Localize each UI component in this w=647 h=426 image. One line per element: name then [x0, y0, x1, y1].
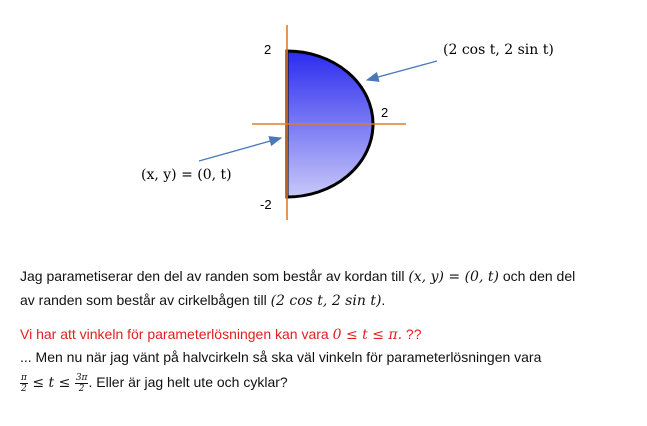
arc-pointer-arrow [367, 61, 437, 80]
fraction-3pi-over-2 [75, 373, 89, 394]
para1-line2-text-b: . [381, 292, 386, 308]
frac1-denominator: 2 [21, 383, 27, 394]
question-red-text-a: Vi har att vinkeln för parameterlösningen kan vara [20, 326, 333, 342]
para1-line1-math: (x, y) = (0, t) [408, 269, 499, 285]
frac2-numerator: 3π [75, 372, 88, 383]
axis-label-top: 2 [264, 42, 272, 57]
para1-line2-math: (2 cos t, 2 sin t) [270, 293, 382, 309]
paragraph-line-4: ... Men nu när jag vänt på halvcirkeln så ska väl vinkeln för parameterlösningen vara [20, 349, 542, 365]
axis-label-right: 2 [381, 105, 389, 120]
chord-label: (x, y) = (0, t) [141, 167, 232, 183]
paragraph-line-1 [20, 264, 575, 289]
frac1-numerator: π [21, 372, 27, 383]
para1-line1-text-b: och den del [498, 268, 576, 284]
chord-pointer-arrow [199, 138, 281, 161]
para1-line2-text-a: av randen som består av cirkelbågen till [20, 292, 271, 308]
paragraph-line-2 [20, 288, 385, 313]
paragraph-line-5 [20, 368, 288, 397]
question-red-line [20, 322, 422, 347]
para1-line1-text-a: Jag parametiserar den del av randen som består av kordan till [20, 268, 409, 284]
axis-label-bottom: -2 [260, 197, 272, 212]
arc-label: (2 cos t, 2 sin t) [443, 42, 554, 58]
question-red-math: 0 ≤ t ≤ π. [332, 327, 403, 343]
inequality-middle: ≤ t ≤ [27, 375, 75, 391]
question-red-text-b: ?? [402, 326, 422, 342]
line5-tail: . Eller är jag helt ute och cyklar? [88, 374, 288, 390]
frac2-denominator: 2 [78, 383, 85, 394]
fraction-pi-over-2 [20, 373, 28, 394]
